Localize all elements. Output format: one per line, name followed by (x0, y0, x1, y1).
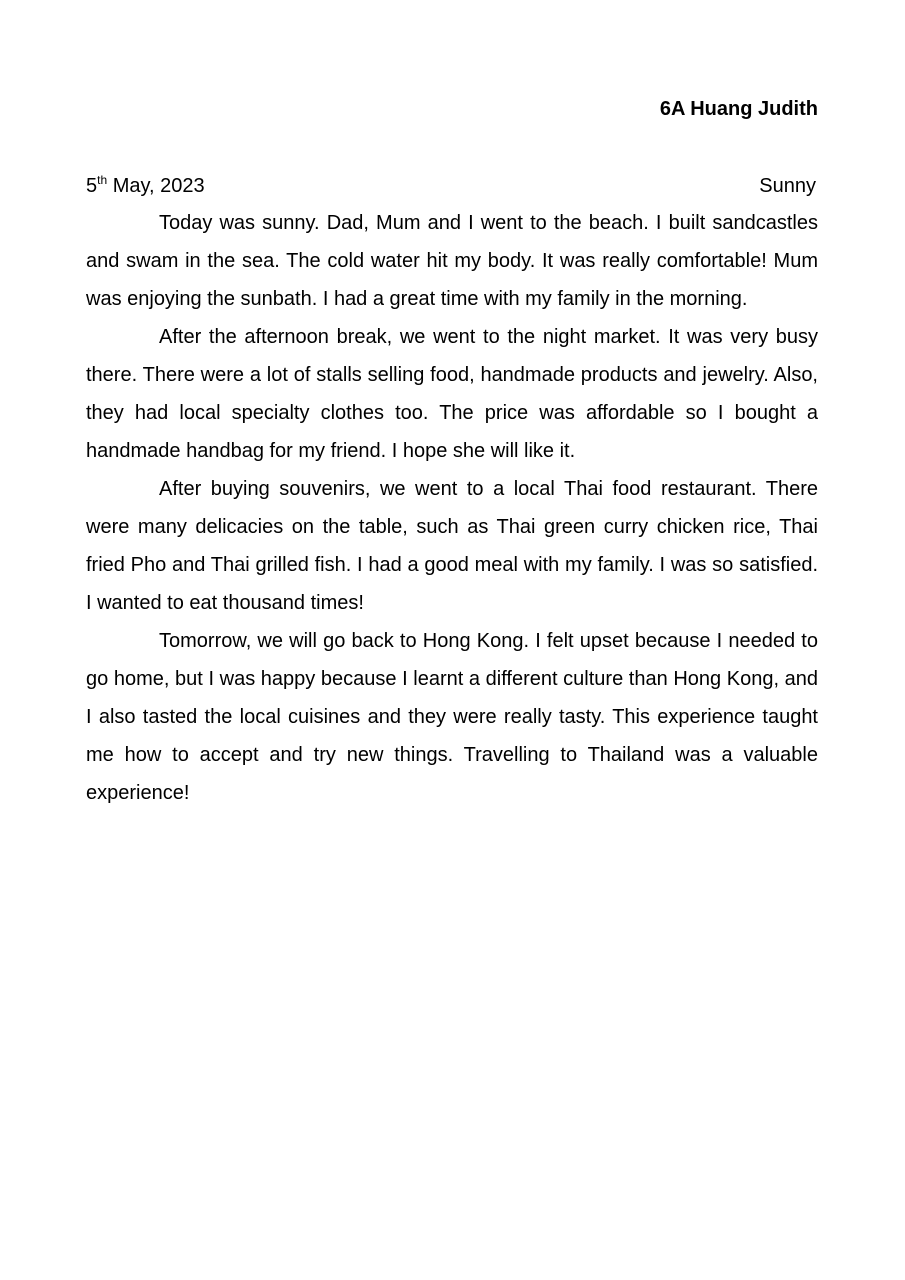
diary-header (86, 172, 818, 200)
entry-date (86, 172, 205, 202)
paragraph: Today was sunny. Dad, Mum and I went to the beach. I built sandcastles and swam in the sea. The cold water hit my body. It was really comfortable! Mum was enjoying the sunbath. I had a great time with my family in the morning. (86, 212, 818, 310)
date-day: 5 (86, 175, 98, 197)
paragraph: After the afternoon break, we went to the night market. It was very busy there. There were a lot of stalls selling food, handmade products and jewelry. Also, they had local specialty clothes too. The price was affordable so I bought a handmade handbag for my friend. I hope she will like it. (86, 326, 818, 462)
paragraph: After buying souvenirs, we went to a local Thai food restaurant. There were many delicacies on the table, such as Thai green curry chicken rice, Thai fried Pho and Thai grilled fish. I had a good meal with my family. I was so satisfied. I wanted to eat thousand times! (86, 478, 818, 614)
author-name: 6A Huang Judith (659, 98, 818, 120)
diary-body (86, 204, 818, 812)
document-page (86, 0, 818, 1280)
entry-weather: Sunny (759, 175, 816, 197)
date-month-year: May, 2023 (107, 175, 205, 197)
paragraph: Tomorrow, we will go back to Hong Kong. I felt upset because I needed to go home, but I was happy because I learnt a different culture than Hong Kong, and I also tasted the local cuisines and they were really tasty. This experience taught me how to accept and try new things. Travelling to Thailand was a valuable experience! (86, 630, 818, 804)
date-ordinal-suffix: th (97, 173, 108, 187)
